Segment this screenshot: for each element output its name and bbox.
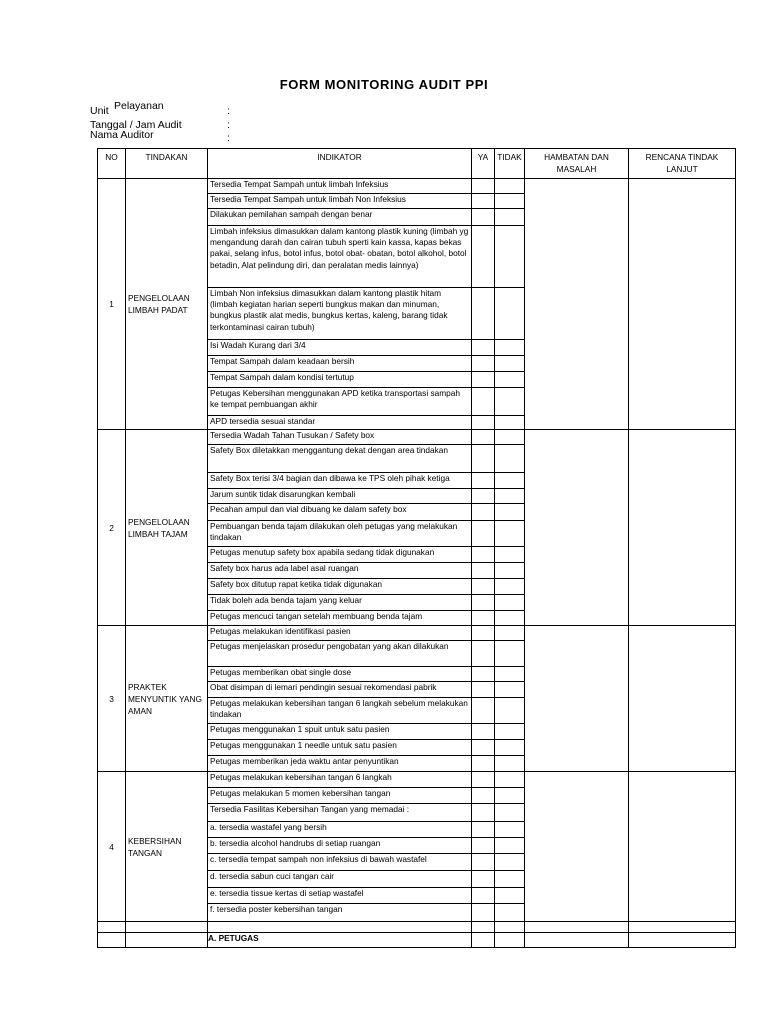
- ya-checkbox-cell[interactable]: [472, 772, 495, 788]
- auditor-colon: :: [227, 132, 230, 144]
- header-no: NO: [98, 149, 126, 179]
- ya-checkbox-cell[interactable]: [472, 579, 495, 595]
- indicator-text: Petugas melakukan 5 momen kebersihan tangan: [210, 788, 391, 798]
- ya-checkbox-cell[interactable]: [472, 871, 495, 888]
- header-ya: YA: [472, 149, 495, 179]
- indicator-cell: [208, 445, 472, 473]
- indicator-text: Safety Box terisi 3/4 bagian dan dibawa ke TPS oleh pihak ketiga: [210, 473, 450, 483]
- tidak-checkbox-cell[interactable]: [495, 740, 525, 756]
- indicator-cell: [208, 288, 472, 340]
- indicator-row: [98, 430, 736, 445]
- indicator-text: Tempat Sampah dalam keadaan bersih: [210, 356, 355, 366]
- form-title: FORM MONITORING AUDIT PPI: [279, 77, 489, 92]
- spacer-cell: [472, 922, 495, 933]
- indicator-cell: [208, 804, 472, 822]
- tidak-checkbox-cell[interactable]: [495, 838, 525, 854]
- hambatan-cell[interactable]: [525, 626, 629, 772]
- indicator-text: Petugas melakukan kebersihan tangan 6 langkah: [210, 772, 392, 782]
- indicator-cell: [208, 854, 472, 871]
- date-label: Tanggal / Jam Audit: [90, 119, 182, 131]
- date-colon: :: [227, 119, 230, 131]
- ya-checkbox-cell[interactable]: [472, 804, 495, 822]
- tidak-checkbox-cell[interactable]: [495, 473, 525, 489]
- ya-checkbox-cell[interactable]: [472, 209, 495, 226]
- ya-checkbox-cell[interactable]: [472, 563, 495, 579]
- petugas-cell[interactable]: [472, 933, 495, 948]
- indicator-cell: [208, 430, 472, 445]
- tidak-checkbox-cell[interactable]: [495, 904, 525, 922]
- indicator-text: d. tersedia sabun cuci tangan cair: [210, 871, 335, 881]
- indicator-cell: [208, 611, 472, 626]
- indicator-cell: [208, 579, 472, 595]
- indicator-text: Petugas melakukan kebersihan tangan 6 langkah sebelum melakukan tindakan: [210, 698, 468, 720]
- indicator-cell: [208, 416, 472, 430]
- tidak-checkbox-cell[interactable]: [495, 194, 525, 209]
- tidak-checkbox-cell[interactable]: [495, 226, 525, 288]
- ya-checkbox-cell[interactable]: [472, 521, 495, 547]
- ya-checkbox-cell[interactable]: [472, 288, 495, 340]
- petugas-label: A. PETUGAS: [208, 933, 472, 948]
- tidak-checkbox-cell[interactable]: [495, 416, 525, 430]
- section-tindakan: PENGELOLAAN LIMBAH PADAT: [126, 179, 208, 430]
- spacer-cell: [495, 922, 525, 933]
- ya-checkbox-cell[interactable]: [472, 682, 495, 698]
- tidak-checkbox-cell[interactable]: [495, 871, 525, 888]
- section-number: 2: [98, 430, 126, 626]
- indicator-cell: [208, 888, 472, 904]
- indicator-cell: [208, 904, 472, 922]
- section-number: 3: [98, 626, 126, 772]
- ya-checkbox-cell[interactable]: [472, 416, 495, 430]
- ya-checkbox-cell[interactable]: [472, 489, 495, 504]
- indicator-text: Petugas menggunakan 1 spuit untuk satu pasien: [210, 724, 390, 734]
- tidak-checkbox-cell[interactable]: [495, 641, 525, 667]
- unit-colon: :: [227, 105, 230, 117]
- ya-checkbox-cell[interactable]: [472, 838, 495, 854]
- indicator-text: Tempat Sampah dalam kondisi tertutup: [210, 372, 354, 382]
- indicator-cell: [208, 682, 472, 698]
- ya-checkbox-cell[interactable]: [472, 626, 495, 641]
- ya-checkbox-cell[interactable]: [472, 547, 495, 563]
- indicator-text: Pembuangan benda tajam dilakukan oleh petugas yang melakukan tindakan: [210, 521, 458, 543]
- tidak-checkbox-cell[interactable]: [495, 388, 525, 416]
- indicator-cell: [208, 838, 472, 854]
- indicator-text: Petugas memberikan jeda waktu antar penyuntikan: [210, 756, 399, 766]
- tidak-checkbox-cell[interactable]: [495, 698, 525, 724]
- tidak-checkbox-cell[interactable]: [495, 579, 525, 595]
- tidak-checkbox-cell[interactable]: [495, 340, 525, 356]
- tidak-checkbox-cell[interactable]: [495, 772, 525, 788]
- indicator-text: Petugas menjelaskan prosedur pengobatan yang akan dilakukan: [210, 641, 449, 651]
- indicator-text: Petugas menutup safety box apabila sedang tidak digunakan: [210, 547, 435, 557]
- indicator-cell: [208, 388, 472, 416]
- hambatan-cell[interactable]: [525, 179, 629, 430]
- indicator-text: Tersedia Wadah Tahan Tusukan / Safety box: [210, 430, 375, 440]
- ya-checkbox-cell[interactable]: [472, 788, 495, 804]
- indicator-cell: [208, 698, 472, 724]
- indicator-text: Obat disimpan di lemari pendingin sesuai rekomendasi pabrik: [210, 682, 437, 692]
- unit-label: Unit: [90, 105, 109, 117]
- indicator-text: Tersedia Tempat Sampah untuk limbah Infeksius: [210, 179, 389, 189]
- petugas-row: [98, 933, 736, 948]
- petugas-cell[interactable]: [525, 933, 629, 948]
- ya-checkbox-cell[interactable]: [472, 179, 495, 194]
- section-number: 4: [98, 772, 126, 922]
- ya-checkbox-cell[interactable]: [472, 356, 495, 372]
- unit-label-2: Pelayanan: [114, 100, 164, 112]
- section-number: 1: [98, 179, 126, 430]
- ya-checkbox-cell[interactable]: [472, 430, 495, 445]
- tidak-checkbox-cell[interactable]: [495, 756, 525, 772]
- indicator-cell: [208, 489, 472, 504]
- auditor-label: Nama Auditor: [90, 129, 154, 141]
- indicator-row: [98, 772, 736, 788]
- indicator-cell: [208, 626, 472, 641]
- indicator-cell: [208, 822, 472, 838]
- indicator-text: Limbah Non infeksius dimasukkan dalam kantong plastik hitam (limbah kegiatan harian seperti bungkus makan dan minuman, bungkus plastik alat medis, bungkus kertas, kaleng, barang tidak terkontaminasi cairan tubuh): [210, 288, 448, 332]
- indicator-cell: [208, 740, 472, 756]
- tidak-checkbox-cell[interactable]: [495, 489, 525, 504]
- header-row: [98, 149, 736, 179]
- indicator-text: c. tersedia tempat sampah non infeksius di bawah wastafel: [210, 854, 427, 864]
- ya-checkbox-cell[interactable]: [472, 888, 495, 904]
- ya-checkbox-cell[interactable]: [472, 904, 495, 922]
- indicator-cell: [208, 356, 472, 372]
- spacer-cell: [208, 922, 472, 933]
- section-tindakan: KEBERSIHAN TANGAN: [126, 772, 208, 922]
- tidak-checkbox-cell[interactable]: [495, 547, 525, 563]
- indicator-cell: [208, 724, 472, 740]
- indicator-text: Petugas memberikan obat single dose: [210, 667, 352, 677]
- petugas-cell[interactable]: [495, 933, 525, 948]
- spacer-row: [98, 922, 736, 933]
- tidak-checkbox-cell[interactable]: [495, 179, 525, 194]
- rencana-cell[interactable]: [629, 179, 736, 430]
- spacer-cell: [126, 922, 208, 933]
- indicator-cell: [208, 641, 472, 667]
- tidak-checkbox-cell[interactable]: [495, 804, 525, 822]
- tidak-checkbox-cell[interactable]: [495, 788, 525, 804]
- ya-checkbox-cell[interactable]: [472, 641, 495, 667]
- header-tindakan: TINDAKAN: [126, 149, 208, 179]
- indicator-cell: [208, 179, 472, 194]
- petugas-cell: [98, 933, 126, 948]
- indicator-text: Petugas mencuci tangan setelah membuang benda tajam: [210, 611, 423, 621]
- indicator-cell: [208, 871, 472, 888]
- tidak-checkbox-cell[interactable]: [495, 430, 525, 445]
- ya-checkbox-cell[interactable]: [472, 388, 495, 416]
- ya-checkbox-cell[interactable]: [472, 740, 495, 756]
- indicator-text: Petugas melakukan identifikasi pasien: [210, 626, 351, 636]
- indicator-row: [98, 626, 736, 641]
- ya-checkbox-cell[interactable]: [472, 473, 495, 489]
- spacer-cell: [98, 922, 126, 933]
- indicator-text: Dilakukan pemilahan sampah dengan benar: [210, 209, 373, 219]
- tidak-checkbox-cell[interactable]: [495, 626, 525, 641]
- header-tidak: TIDAK: [495, 149, 525, 179]
- meta-auditor: [90, 129, 250, 144]
- petugas-cell: [126, 933, 208, 948]
- indicator-cell: [208, 473, 472, 489]
- tidak-checkbox-cell[interactable]: [495, 667, 525, 682]
- indicator-cell: [208, 194, 472, 209]
- tidak-checkbox-cell[interactable]: [495, 563, 525, 579]
- indicator-cell: [208, 372, 472, 388]
- audit-table: [97, 148, 736, 948]
- indicator-text: b. tersedia alcohol handrubs di setiap ruangan: [210, 838, 381, 848]
- indicator-text: Safety box ditutup rapat ketika tidak digunakan: [210, 579, 383, 589]
- ya-checkbox-cell[interactable]: [472, 194, 495, 209]
- ya-checkbox-cell[interactable]: [472, 595, 495, 611]
- tidak-checkbox-cell[interactable]: [495, 611, 525, 626]
- indicator-text: Pecahan ampul dan vial dibuang ke dalam safety box: [210, 504, 407, 514]
- tidak-checkbox-cell[interactable]: [495, 288, 525, 340]
- indicator-cell: [208, 209, 472, 226]
- indicator-text: Jarum suntik tidak disarungkan kembali: [210, 489, 356, 499]
- indicator-cell: [208, 226, 472, 288]
- indicator-cell: [208, 788, 472, 804]
- indicator-cell: [208, 595, 472, 611]
- ya-checkbox-cell[interactable]: [472, 724, 495, 740]
- indicator-cell: [208, 547, 472, 563]
- indicator-cell: [208, 504, 472, 521]
- ya-checkbox-cell[interactable]: [472, 226, 495, 288]
- ya-checkbox-cell[interactable]: [472, 372, 495, 388]
- ya-checkbox-cell[interactable]: [472, 854, 495, 871]
- indicator-text: Isi Wadah Kurang dari 3/4: [210, 340, 306, 350]
- indicator-cell: [208, 521, 472, 547]
- tidak-checkbox-cell[interactable]: [495, 888, 525, 904]
- indicator-text: Petugas Kebersihan menggunakan APD ketika transportasi sampah ke tempat pembuangan akhir: [210, 388, 460, 410]
- tidak-checkbox-cell[interactable]: [495, 504, 525, 521]
- tidak-checkbox-cell[interactable]: [495, 445, 525, 473]
- indicator-text: Tersedia Tempat Sampah untuk limbah Non Infeksius: [210, 194, 406, 204]
- ya-checkbox-cell[interactable]: [472, 822, 495, 838]
- ya-checkbox-cell[interactable]: [472, 340, 495, 356]
- hambatan-cell[interactable]: [525, 430, 629, 626]
- spacer-cell: [525, 922, 629, 933]
- tidak-checkbox-cell[interactable]: [495, 822, 525, 838]
- rencana-cell[interactable]: [629, 430, 736, 626]
- meta-unit: [90, 100, 250, 117]
- ya-checkbox-cell[interactable]: [472, 667, 495, 682]
- indicator-cell: [208, 772, 472, 788]
- rencana-cell[interactable]: [629, 626, 736, 772]
- ya-checkbox-cell[interactable]: [472, 698, 495, 724]
- ya-checkbox-cell[interactable]: [472, 756, 495, 772]
- indicator-row: [98, 179, 736, 194]
- indicator-text: Safety box harus ada label asal ruangan: [210, 563, 359, 573]
- header-hambatan: HAMBATAN DAN MASALAH: [525, 149, 629, 179]
- ya-checkbox-cell[interactable]: [472, 445, 495, 473]
- spacer-cell: [629, 922, 736, 933]
- rencana-cell[interactable]: [629, 772, 736, 922]
- tidak-checkbox-cell[interactable]: [495, 724, 525, 740]
- indicator-text: f. tersedia poster kebersihan tangan: [210, 904, 343, 914]
- tidak-checkbox-cell[interactable]: [495, 521, 525, 547]
- indicator-text: a. tersedia wastafel yang bersih: [210, 822, 327, 832]
- indicator-text: e. tersedia tissue kertas di setiap wastafel: [210, 888, 364, 898]
- indicator-cell: [208, 563, 472, 579]
- indicator-text: Safety Box diletakkan menggantung dekat dengan area tindakan: [210, 445, 449, 455]
- tidak-checkbox-cell[interactable]: [495, 209, 525, 226]
- indicator-text: Petugas menggunakan 1 needle untuk satu pasien: [210, 740, 397, 750]
- tidak-checkbox-cell[interactable]: [495, 372, 525, 388]
- indicator-text: Tidak boleh ada benda tajam yang keluar: [210, 595, 362, 605]
- indicator-cell: [208, 667, 472, 682]
- section-tindakan: PRAKTEK MENYUNTIK YANG AMAN: [126, 626, 208, 772]
- indicator-text: APD tersedia sesuai standar: [210, 416, 316, 426]
- indicator-text: Limbah infeksius dimasukkan dalam kantong plastik kuning (limbah yg mengandung darah dan cairan tubuh sperti kain kassa, kapas bekas pakai, selang infus, botol infus, botol obat- obatan, botol alkohol, botol betadin, Alat pelindung diri, dan peralatan medis lainnya): [210, 226, 469, 270]
- hambatan-cell[interactable]: [525, 772, 629, 922]
- tidak-checkbox-cell[interactable]: [495, 356, 525, 372]
- indicator-cell: [208, 756, 472, 772]
- ya-checkbox-cell[interactable]: [472, 504, 495, 521]
- tidak-checkbox-cell[interactable]: [495, 595, 525, 611]
- tidak-checkbox-cell[interactable]: [495, 682, 525, 698]
- indicator-text: Tersedia Fasilitas Kebersihan Tangan yang memadai :: [210, 804, 410, 814]
- header-indikator: INDIKATOR: [208, 149, 472, 179]
- petugas-cell[interactable]: [629, 933, 736, 948]
- ya-checkbox-cell[interactable]: [472, 611, 495, 626]
- section-tindakan: PENGELOLAAN LIMBAH TAJAM: [126, 430, 208, 626]
- tidak-checkbox-cell[interactable]: [495, 854, 525, 871]
- indicator-cell: [208, 340, 472, 356]
- header-rencana: RENCANA TINDAK LANJUT: [629, 149, 736, 179]
